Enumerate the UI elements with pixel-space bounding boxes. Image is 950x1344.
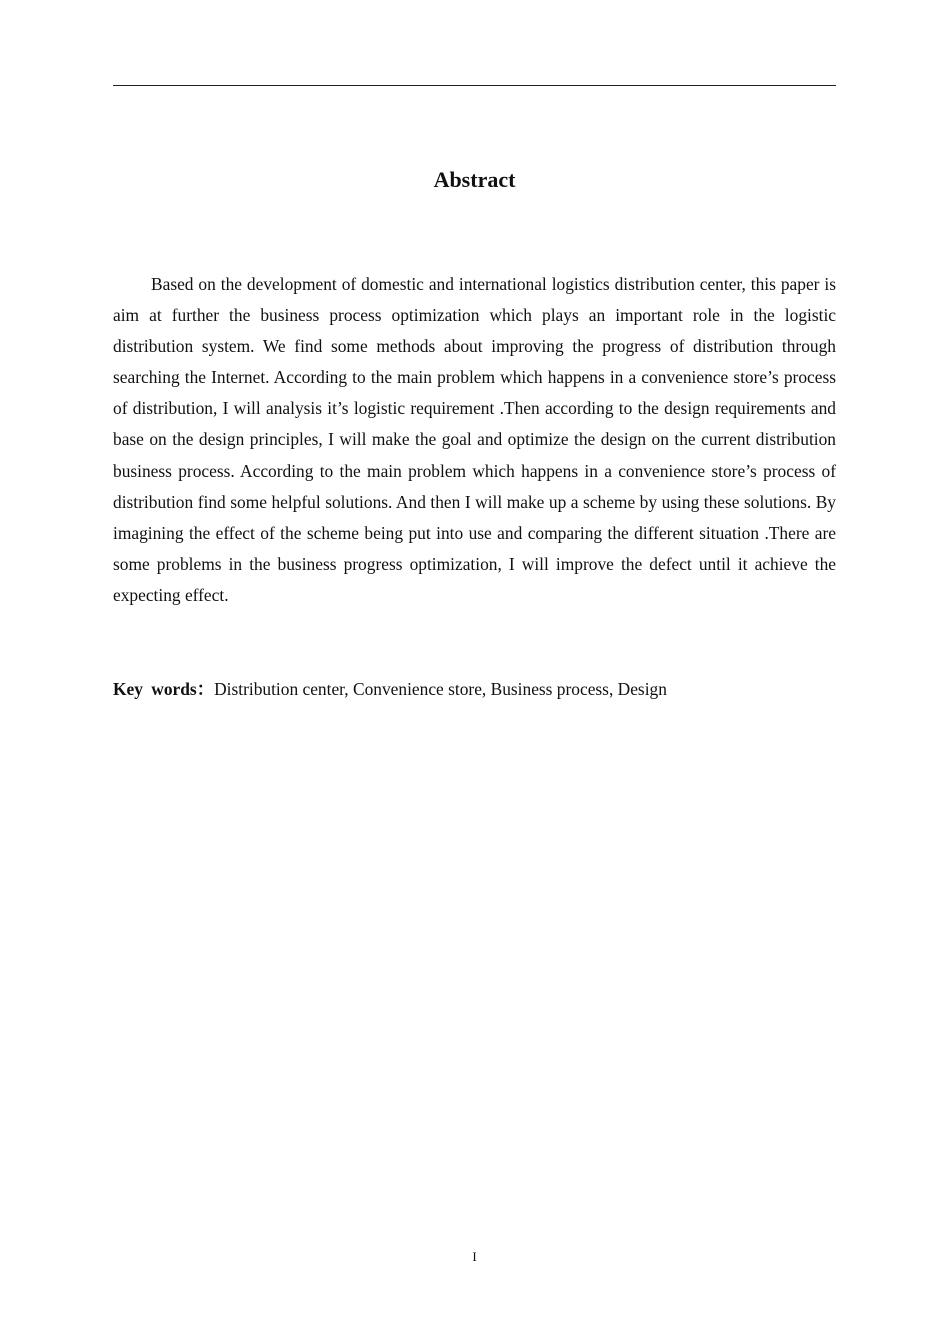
page-title: Abstract (433, 167, 516, 192)
keywords-text: Distribution center, Convenience store, Business process, Design (214, 679, 667, 699)
abstract-body: Based on the development of domestic and international logistics distribution center, this paper is aim at further the business process optimization which plays an important role in the logistic distribution system. We find some methods about improving the progress of distribution through searching the Internet. According to the main problem which happens in a convenience store’s process of distribution, I will analysis it’s logistic requirement .Then according to the design requirements and base on the design principles, I will make the goal and optimize the design on the current distribution business process. According to the main problem which happens in a convenience store’s process of distribution find some helpful solutions. And then I will make up a scheme by using these solutions. By imagining the effect of the scheme being put into use and comparing the different situation .There are some problems in the business progress optimization, I will improve the defect until it achieve the expecting effect. (113, 274, 836, 605)
keywords-label: Key words： (113, 679, 215, 699)
keywords-line (113, 676, 836, 702)
page-number: I (472, 1249, 477, 1264)
header-rule (113, 85, 836, 86)
